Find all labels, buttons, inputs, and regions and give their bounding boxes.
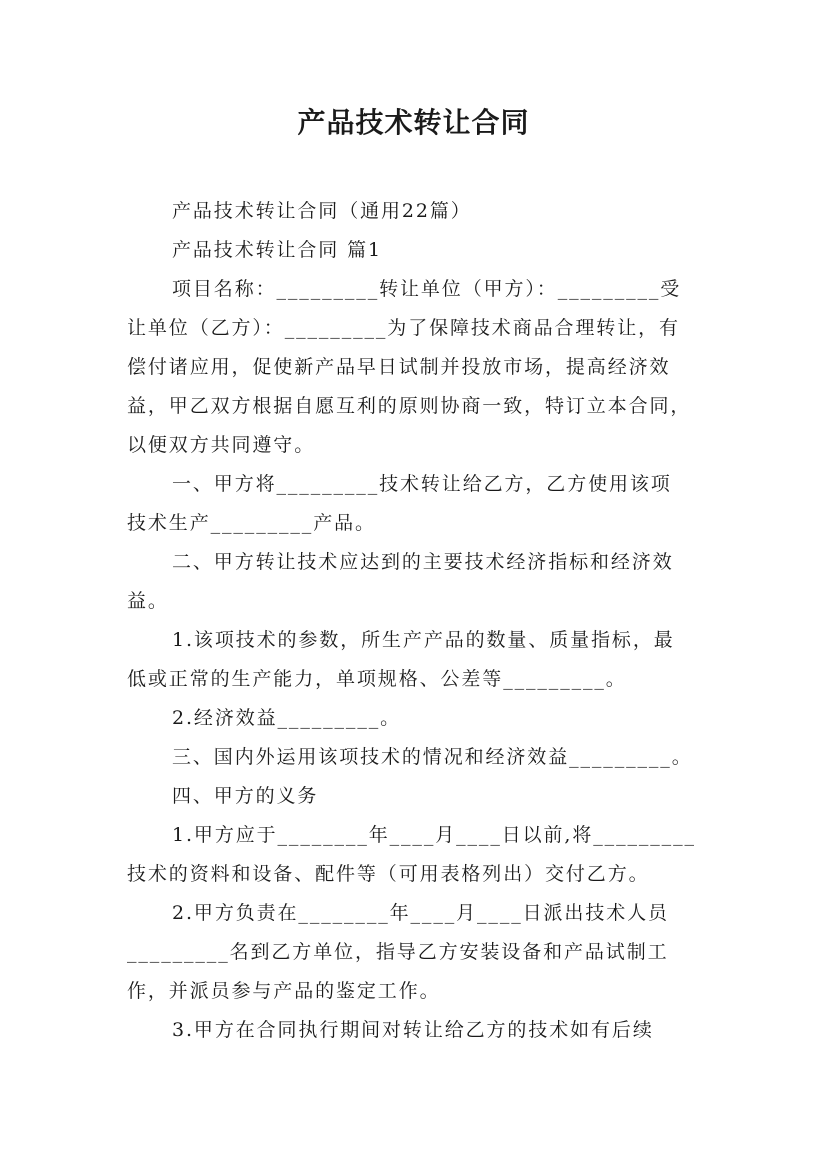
paragraph-line: 技术的资料和设备、配件等（可用表格列出）交付乙方。 xyxy=(127,863,650,885)
paragraph-line: _________名到乙方单位，指导乙方安装设备和产品试制工 xyxy=(127,941,669,963)
paragraph-line: 1.甲方应于________年____月____日以前,将_________ xyxy=(172,824,696,846)
paragraph-line: 技术生产_________产品。 xyxy=(127,512,376,534)
paragraph-line: 3.甲方在合同执行期间对转让给乙方的技术如有后续 xyxy=(172,1019,654,1041)
paragraph-line: 项目名称：_________转让单位（甲方）：_________受 xyxy=(172,278,682,300)
paragraph-line: 益，甲乙双方根据自愿互利的原则协商一致，特订立本合同， xyxy=(127,395,692,417)
paragraph-line: 二、甲方转让技术应达到的主要技术经济指标和经济效 xyxy=(172,551,674,573)
paragraph-line: 一、甲方将_________技术转让给乙方，乙方使用该项 xyxy=(172,473,672,495)
paragraph-line: 作，并派员参与产品的鉴定工作。 xyxy=(127,980,441,1002)
paragraph-line: 益。 xyxy=(127,590,169,612)
paragraph-line: 2.甲方负责在________年____月____日派出技术人员 xyxy=(172,902,669,924)
section-heading: 四、甲方的义务 xyxy=(172,785,319,807)
doc-subtitle: 产品技术转让合同（通用22篇） xyxy=(172,200,472,222)
section-heading: 产品技术转让合同 篇1 xyxy=(172,239,383,261)
paragraph-line: 以便双方共同遵守。 xyxy=(127,434,316,456)
paragraph-line: 2.经济效益_________。 xyxy=(172,707,402,729)
document-title: 产品技术转让合同 xyxy=(297,106,530,139)
paragraph-line: 1.该项技术的参数，所生产产品的数量、质量指标，最 xyxy=(172,629,675,651)
paragraph-line: 三、国内外运用该项技术的情况和经济效益_________。 xyxy=(172,746,693,768)
paragraph-line: 偿付诸应用，促使新产品早日试制并投放市场，提高经济效 xyxy=(127,356,671,378)
paragraph-line: 让单位（乙方）：_________为了保障技术商品合理转让，有 xyxy=(127,317,680,339)
paragraph-line: 低或正常的生产能力，单项规格、公差等_________。 xyxy=(127,668,627,690)
